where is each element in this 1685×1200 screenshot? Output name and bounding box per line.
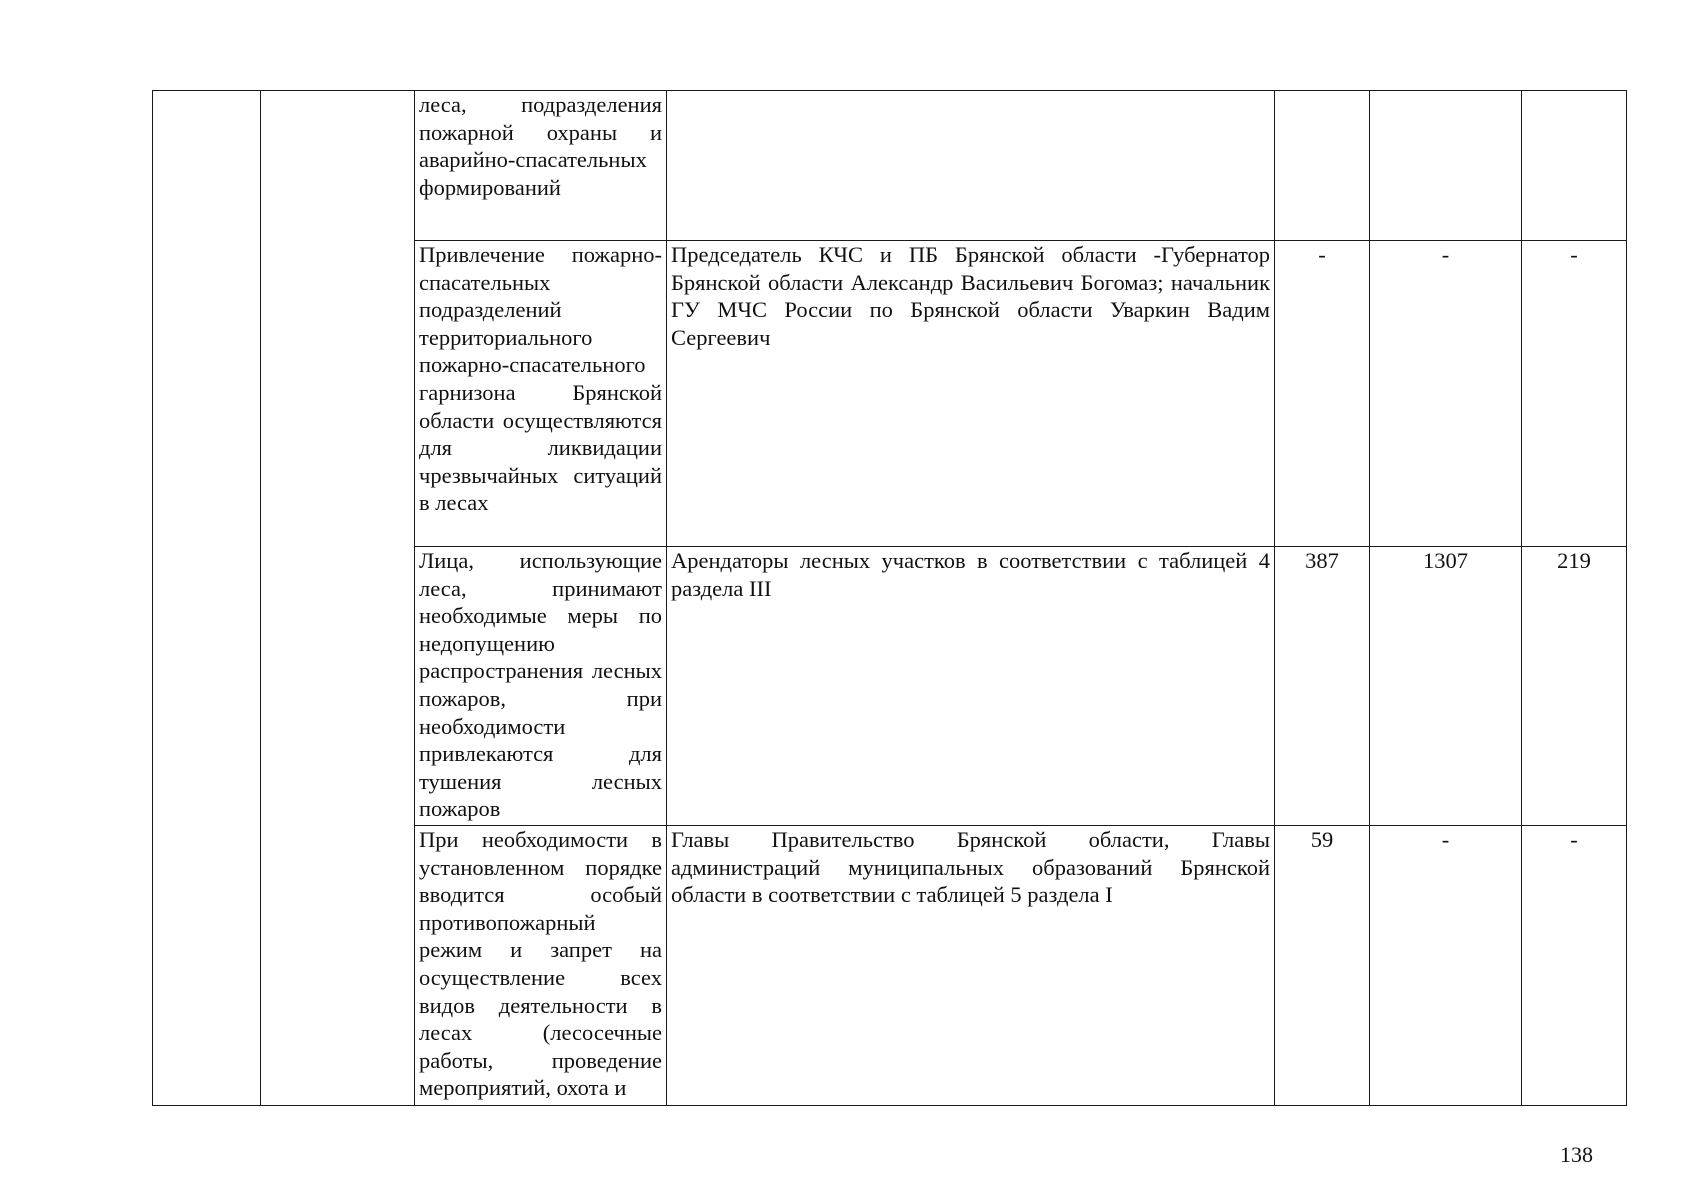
value-cell-2: 1307: [1370, 547, 1522, 826]
value-cell-3: -: [1522, 826, 1627, 1106]
measure-cell: Лица, использующие леса, принимают необходимые меры по недопущению распространения лесных пожаров, при необходимости привлекаются для тушения лесных пожаров: [415, 547, 667, 826]
value-cell-1: -: [1275, 241, 1370, 547]
value-cell-3: 219: [1522, 547, 1627, 826]
measure-cell: леса, подразделения пожарной охраны и аварийно-спасательных формирований: [415, 91, 667, 241]
table-row: [153, 91, 1627, 241]
responsible-cell: [667, 91, 1275, 241]
value-cell-1: 59: [1275, 826, 1370, 1106]
value-cell-3: -: [1522, 241, 1627, 547]
responsible-cell: Главы Правительство Брянской области, Главы администраций муниципальных образований Брянской области в соответствии с таблицей 5 раздела I: [667, 826, 1275, 1106]
section-column-cell: [261, 91, 415, 1106]
measure-cell: Привлечение пожарно-спасательных подразделений территориального пожарно-спасательного гарнизона Брянской области осуществляются для ликвидации чрезвычайных ситуаций в лесах: [415, 241, 667, 547]
responsible-cell: Арендаторы лесных участков в соответствии с таблицей 4 раздела III: [667, 547, 1275, 826]
value-cell-2: -: [1370, 826, 1522, 1106]
fire-measures-table: [152, 90, 1627, 1106]
value-cell-2: [1370, 91, 1522, 241]
index-column-cell: [153, 91, 261, 1106]
value-cell-3: [1522, 91, 1627, 241]
value-cell-1: [1275, 91, 1370, 241]
value-cell-1: 387: [1275, 547, 1370, 826]
measure-cell: При необходимости в установленном порядке вводится особый противопожарный режим и запрет на осуществление всех видов деятельности в лесах (лесосечные работы, проведение мероприятий, охота и: [415, 826, 667, 1106]
responsible-cell: Председатель КЧС и ПБ Брянской области -Губернатор Брянской области Александр Васильевич Богомаз; начальник ГУ МЧС России по Брянской области Уваркин Вадим Сергеевич: [667, 241, 1275, 547]
value-cell-2: -: [1370, 241, 1522, 547]
page-number: 138: [1560, 1142, 1593, 1167]
